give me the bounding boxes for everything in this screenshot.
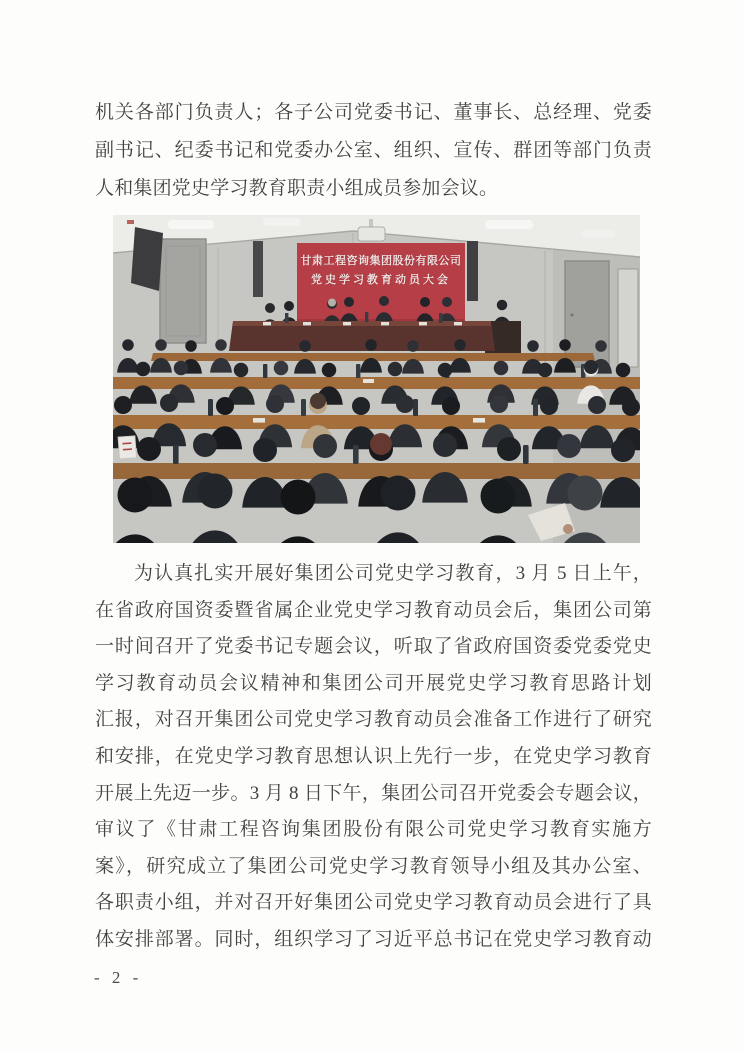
meeting-photo-illustration <box>113 215 640 543</box>
text-line: 一时间召开了党委书记专题会议，听取了省政府国资委党委党史 <box>95 636 652 658</box>
text-line: 和安排，在党史学习教育思想认识上先行一步，在党史学习教育 <box>95 745 652 767</box>
text-line: 开展上先迈一步。3 月 8 日下午，集团公司召开党委会专题会议， <box>95 782 652 804</box>
text-line: 汇报，对召开集团公司党史学习教育动员会准备工作进行了研究 <box>95 709 652 731</box>
text-line: 副书记、纪委书记和党委办公室、组织、宣传、群团等部门负责 <box>95 140 652 161</box>
paragraph-1 <box>95 94 652 208</box>
text-line: 体安排部署。同时，组织学习了习近平总书记在党史学习教育动 <box>95 928 652 950</box>
banner-line-1: 甘肃工程咨询集团股份有限公司 <box>300 255 462 267</box>
meeting-photo <box>113 215 640 543</box>
text-line: 审议了《甘肃工程咨询集团股份有限公司党史学习教育实施方 <box>95 819 652 841</box>
text-line: 机关各部门负责人；各子公司党委书记、董事长、总经理、党委 <box>95 102 652 123</box>
text-line: 在省政府国资委暨省属企业党史学习教育动员会后，集团公司第 <box>95 599 652 621</box>
page-number: - 2 - <box>94 968 143 987</box>
text-line: 人和集团党史学习教育职责小组成员参加会议。 <box>95 178 499 199</box>
text-line: 各职责小组，并对召开好集团公司党史学习教育动员会进行了具 <box>95 892 652 914</box>
paragraph-2 <box>95 556 652 959</box>
text-line: 学习教育动员会议精神和集团公司开展党史学习教育思路计划 <box>95 672 652 694</box>
text-line: 为认真扎实开展好集团公司党史学习教育，3 月 5 日上午， <box>134 563 652 584</box>
text-line: 案》，研究成立了集团公司党史学习教育领导小组及其办公室、 <box>95 855 652 877</box>
banner-line-2: 党史学习教育动员大会 <box>311 274 451 286</box>
